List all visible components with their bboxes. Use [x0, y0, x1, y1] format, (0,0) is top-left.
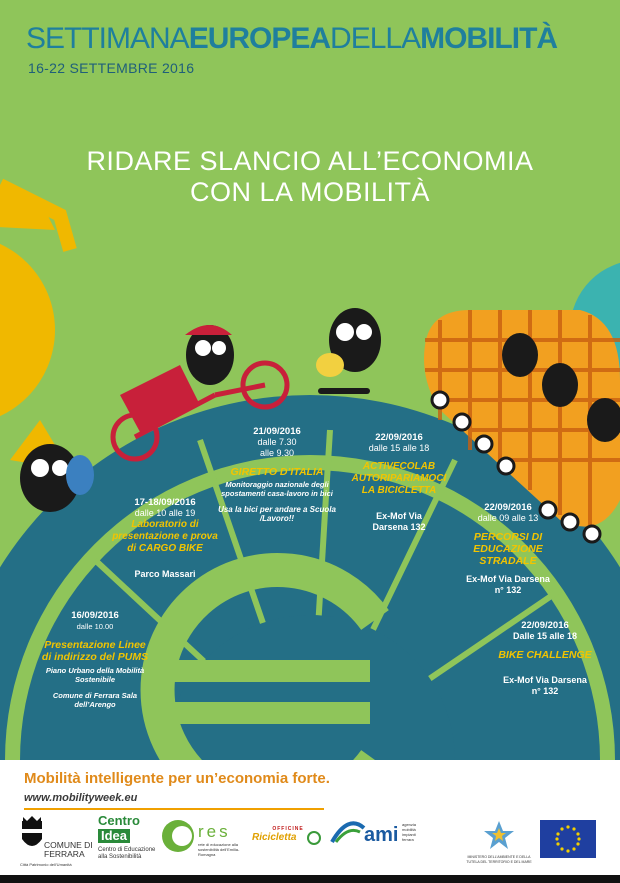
brand-part-della: DELLA [330, 22, 421, 55]
logo-centro-subtext: Centro di Educazione alla Sostenibilità [98, 847, 156, 860]
event-place: Ex-Mof Via Darsena 132 [372, 511, 426, 532]
tagline: Mobilità intelligente per un’economia forte. [24, 770, 330, 787]
crest-icon [20, 815, 44, 853]
event-date: 22/09/2016 [484, 502, 532, 513]
logo-centro-idea [98, 814, 160, 861]
divider [24, 808, 324, 810]
event-5 [458, 502, 558, 596]
event-time: dalle 10.00 [76, 622, 114, 631]
event-title: Presentazione Linee di indirizzo del PUMS [41, 639, 149, 663]
logo-ricicletta [252, 826, 324, 843]
logo-res-subtext: rete di educazione alla sostenibilità dell’Emilia-Romagna [198, 842, 240, 857]
logo-centro-text: Centro [98, 813, 140, 828]
brand-part-mobilita: MOBILITÀ [420, 22, 558, 55]
logo-idea-text: Idea [98, 829, 130, 843]
event-note: Usa la bici per andare a Scuola /Lavoro!! [218, 505, 336, 523]
event-title: ACTIVECOLAB AUTORIPARIAMOCI LA BICICLETTA [351, 461, 447, 496]
sun-icon [0, 180, 70, 470]
brand-part-settimana: SETTIMANA [26, 22, 189, 55]
res-leaf-icon [160, 818, 196, 854]
event-title: PERCORSI DI EDUCAZIONE STRADALE [473, 531, 543, 567]
website-link[interactable]: www.mobilityweek.eu [24, 792, 138, 804]
event-title: Laboratorio di presentazione e prova di CARGO BIKE [112, 519, 218, 554]
logo-ricicletta-text: Ricicletta [252, 832, 297, 843]
event-4 [344, 432, 454, 533]
event-3 [218, 426, 336, 523]
logo-comune-ferrara [20, 815, 93, 867]
event-dates: 16-22 SETTEMBRE 2016 [28, 60, 195, 76]
ami-swoosh-icon [330, 818, 366, 844]
event-subtitle: Piano Urbano della Mobilità Sostenibile [45, 666, 145, 684]
event-1 [40, 610, 150, 709]
logo-res-text: res [198, 822, 231, 841]
event-2 [110, 497, 220, 580]
logo-comune-text: COMUNE DI FERRARA [44, 840, 93, 859]
event-date: 17-18/09/2016 [134, 497, 196, 508]
event-place: Ex-Mof Via Darsena n° 132 [503, 675, 587, 696]
headline-line1: RIDARE SLANCIO ALL’ECONOMIA [86, 146, 534, 176]
event-date: 21/09/2016 [253, 426, 301, 437]
logo-eu-flag [540, 820, 596, 858]
event-title: BIKE CHALLENGE [498, 649, 592, 661]
logo-ami-subtext: agenzia mobilità impianti ferrara [402, 822, 417, 842]
event-subtitle: Monitoraggio nazionale degli spostamenti casa-lavoro in bici [221, 480, 333, 498]
ministero-star-icon [482, 820, 516, 850]
event-title: GIRETTO D’ITALIA [230, 466, 324, 478]
event-place: Comune di Ferrara Sala dell’Arengo [52, 691, 138, 709]
event-6 [495, 620, 595, 697]
event-time: dalle 10 alle 19 [134, 508, 196, 518]
event-time: Dalle 15 alle 18 [512, 631, 578, 641]
event-place: Parco Massari [134, 569, 196, 579]
headline-line2: CON LA MOBILITÀ [189, 177, 431, 207]
logo-comune-subtext: Città Patrimonio dell’Umanità [20, 862, 72, 867]
headline [0, 146, 620, 208]
brand-title [26, 22, 557, 56]
event-place: Ex-Mof Via Darsena n° 132 [466, 574, 550, 595]
event-time: dalle 7.30 alle 9.30 [257, 437, 297, 458]
bike-wheel-icon [306, 830, 322, 846]
bottom-bar [0, 875, 620, 883]
skater-icon [316, 308, 381, 394]
event-date: 22/09/2016 [521, 620, 569, 631]
logo-officine-text: OFFICINE [272, 826, 304, 832]
event-date: 16/09/2016 [71, 610, 119, 621]
eu-stars-icon [540, 820, 596, 858]
event-time: dalle 15 alle 18 [368, 443, 430, 453]
brand-part-europea: EUROPEA [188, 22, 331, 55]
event-date: 22/09/2016 [375, 432, 423, 443]
logo-ministero-text: MINISTERO DELL’AMBIENTE E DELLA TUTELA DEL TERRITORIO E DEL MARE [466, 855, 532, 864]
logo-ministero [466, 820, 532, 864]
event-time: dalle 09 alle 13 [477, 513, 539, 523]
logo-ami-text: ami [364, 824, 399, 846]
